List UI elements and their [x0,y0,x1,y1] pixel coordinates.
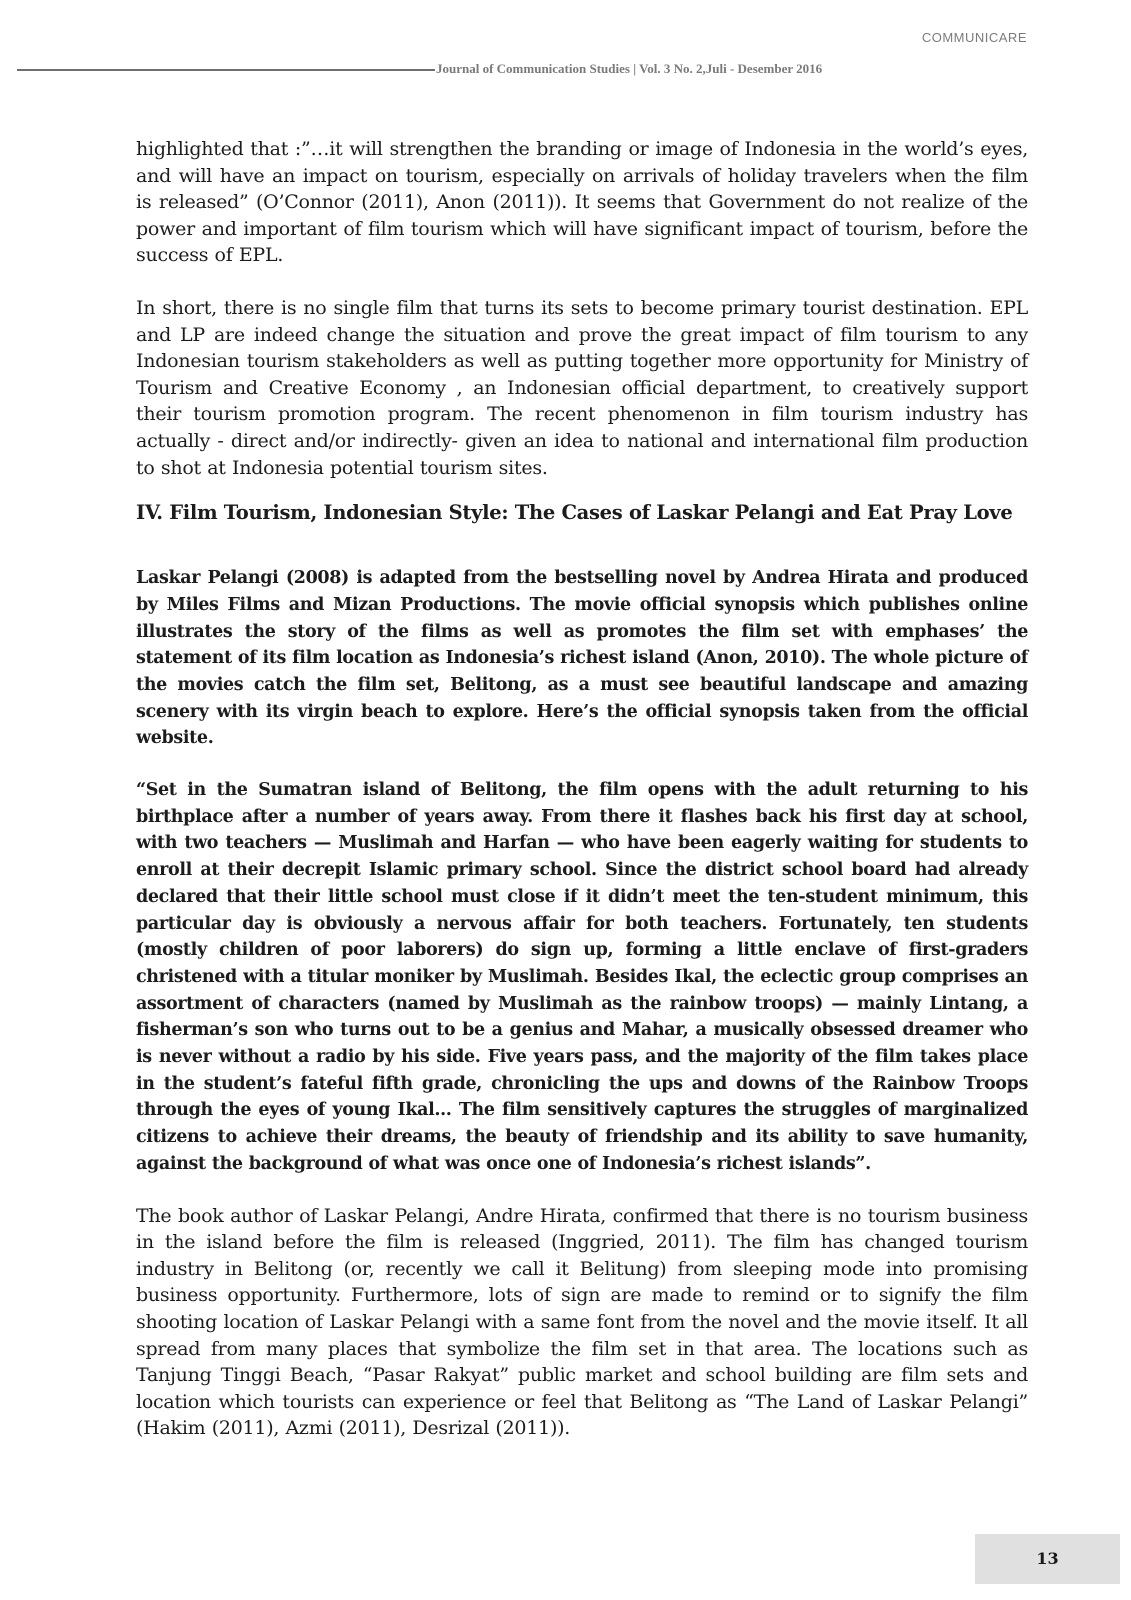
body-paragraph-5: The book author of Laskar Pelangi, Andre Hirata, confirmed that there is no tourism business in the island before the film is released (Inggried, 2011). The film has changed tourism industry in Belitong (or, recently we call it Belitung) from sleeping mode into promising business opportunity. Furthermore, lots of sign are made to remind or to signify the film shooting location of Laskar Pelangi with a same font from the novel and the movie itself. It all spread from many places that symbolize the film set in that area. The locations such as Tanjung Tinggi Beach, “Pasar Rakyat” public market and school building are film sets and location which tourists can experience or feel that Belitong as “The Land of Laskar Pelangi” (Hakim (2011), Azmi (2011), Desrizal (2011)). [136,1204,1028,1440]
body-paragraph-1: highlighted that :”…it will strengthen the branding or image of Indonesia in the world’s eyes, and will have an impact on tourism, especially on arrivals of holiday travelers when the film is released” (O’Connor (2011), Anon (2011)). It seems that Government do not realize of the power and important of film tourism which will have significant impact of tourism, before the success of EPL. [136,138,1028,267]
page-body [136,136,1028,1442]
page-number: 13 [975,1534,1120,1584]
body-paragraph-2: In short, there is no single film that turns its sets to become primary tourist destination. EPL and LP are indeed change the situation and prove the great impact of film tourism to any Indonesian tourism stakeholders as well as putting together more opportunity for Ministry of Tourism and Creative Economy , an Indonesian official department, to creatively support their tourism promotion program. The recent phenomenon in film tourism industry has actually - direct and/or indirectly- given an idea to national and international film production to shot at Indonesia potential tourism sites. [136,296,1028,479]
body-paragraph-3: Laskar Pelangi (2008) is adapted from the bestselling novel by Andrea Hirata and produced by Miles Films and Mizan Productions. The movie official synopsis which publishes online illustrates the story of the films as well as promotes the film set with emphases’ the statement of its film location as Indonesia’s richest island (Anon, 2010). The whole picture of the movies catch the film set, Belitong, as a must see beautiful landscape and amazing scenery with its virgin beach to explore. Here’s the official synopsis taken from the official website. [136,568,1028,749]
section-heading: IV. Film Tourism, Indonesian Style: The Cases of Laskar Pelangi and Eat Pray Love [136,501,1013,525]
journal-info: Journal of Communication Studies | Vol. 3 No. 2,Juli - Desember 2016 [436,61,823,76]
journal-brand: COMMUNICARE [921,30,1027,45]
synopsis-quote: “Set in the Sumatran island of Belitong, the film opens with the adult returning to his birthplace after a number of years away. From there it flashes back his first day at school, with two teachers — Muslimah and Harfan — who have been eagerly waiting for students to enroll at their decrepit Islamic primary school. Since the district school board had already declared that their little school must close if it didn’t meet the ten-student minimum, this particular day is obviously a nervous affair for both teachers. Fortunately, ten students (mostly children of poor laborers) do sign up, forming a little enclave of first-graders christened with a titular moniker by Muslimah. Besides Ikal, the eclectic group comprises an assortment of characters (named by Muslimah as the rainbow troops) — mainly Lintang, a fisherman’s son who turns out to be a genius and Mahar, a musically obsessed dreamer who is never without a radio by his side. Five years pass, and the majority of the film takes place in the student’s fateful fifth grade, chronicling the ups and downs of the Rainbow Troops through the eyes of young Ikal… The film sensitively captures the struggles of marginalized citizens to achieve their dreams, the beauty of friendship and its ability to save humanity, against the background of what was once one of Indonesia’s richest islands”. [136,780,1028,1174]
header-rule [17,69,435,71]
